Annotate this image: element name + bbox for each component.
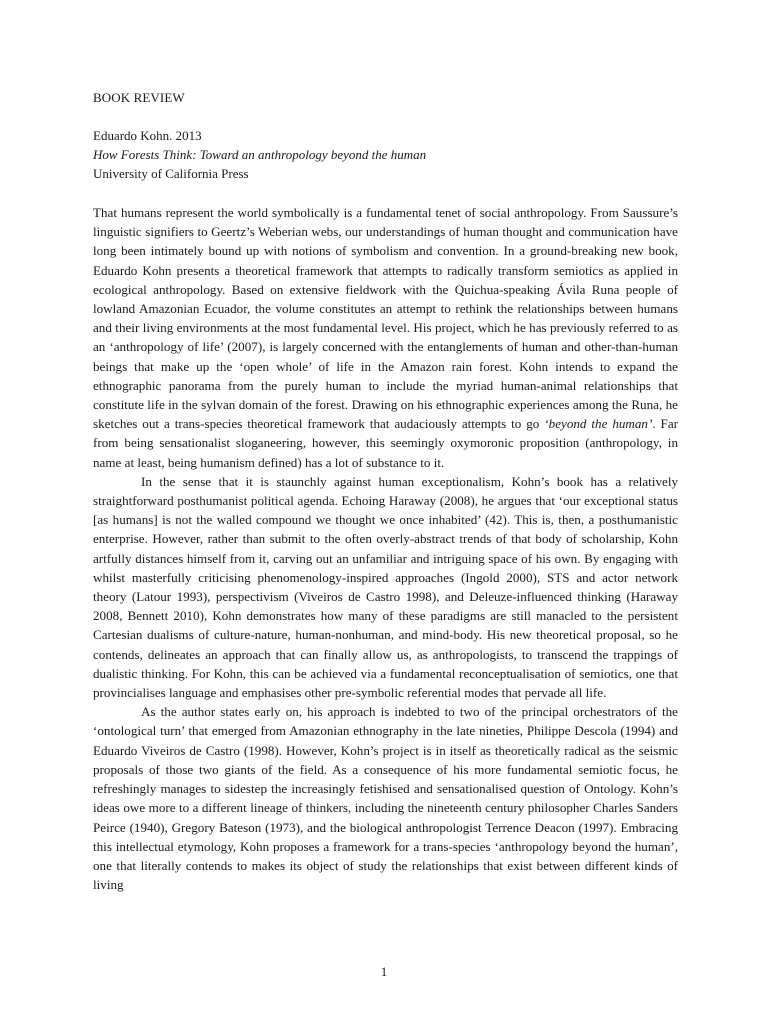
author-year: Eduardo Kohn. 2013: [93, 128, 202, 143]
paragraph-1-text: That humans represent the world symbolically is a fundamental tenet of social anthropology. From Saussure’s linguistic signifiers to Geertz’s Weberian webs, our understandings of human thought and communication have long been intimately bound up with notions of symbolism and convention. In a ground-breaking new book, Eduardo Kohn presents a theoretical framework that attempts to radically transform semiotics as applied in ecological anthropology. Based on extensive fieldwork with the Quichua-speaking Ávila Runa people of lowland Amazonian Ecuador, the volume constitutes an attempt to rethink the relationships between humans and their living environments at the most fundamental level. His project, which he has previously referred to as an ‘anthropology of life’ (2007), is largely concerned with the entanglements of human and other-than-human beings that make up the ‘open whole’ of life in the Amazon rain forest. Kohn intends to expand the ethnographic panorama from the purely human to include the myriad human-animal relationships that constitute life in the sylvan domain of the forest. Drawing on his ethnographic experiences among the Runa, he sketches out a trans-species theoretical framework that audaciously attempts to go: [93, 205, 678, 432]
page-number: 1: [380, 964, 388, 979]
emphasis-beyond-the-human: ‘beyond the human’: [544, 416, 653, 432]
paragraph-1-continuation: . Far from being sensationalist sloganeering, however, this seemingly oxymoronic proposition (anthropology, in name at least, being humanism defined) has a lot of substance to it.: [93, 416, 679, 470]
paragraph-3: As the author states early on, his approach is indebted to two of the principal orchestrators of the ‘ontological turn’ that emerged from Amazonian ethnography in the late nineties, Philippe Descola (1994) and Eduardo Viveiros de Castro (1998). However, Kohn’s project is in itself as theoretically radical as the seismic proposals of those two giants of the field. As a consequence of his more fundamental semiotic focus, he refreshingly manages to sidestep the increasingly fetishised and sensationalised question of Ontology. Kohn’s ideas owe more to a different lineage of thinkers, including the nineteenth century philosopher Charles Sanders Peirce (1940), Gregory Bateson (1973), and the biological anthropologist Terrence Deacon (1997). Embracing this intellectual etymology, Kohn proposes a framework for a trans-species ‘anthropology beyond the human’, one that literally contends to makes its object of study the relationships that exist between different kinds of living: [93, 704, 678, 893]
bibliographic-citation: [93, 126, 653, 184]
book-title: How Forests Think: Toward an anthropology beyond the human: [93, 147, 427, 163]
paragraph-1: [93, 203, 678, 472]
paragraph-2: In the sense that it is staunchly against human exceptionalism, Kohn’s book has a relatively straightforward posthumanist political agenda. Echoing Haraway (2008), he argues that ‘our exceptional status [as humans] is not the walled compound we thought we once inhabited’ (42). This is, then, a posthumanistic enterprise. However, rather than submit to the often overly-abstract trends of that body of scholarship, Kohn artfully distances himself from it, carving out an unfamiliar and intriguing space of his own. By engaging with whilst masterfully criticising phenomenology-inspired approaches (Ingold 2000), STS and actor network theory (Latour 1993), perspectivism (Viveiros de Castro 1998), and Deleuze-influenced thinking (Haraway 2008, Bennett 2010), Kohn demonstrates how many of these paradigms are still manacled to the persistent Cartesian dualisms of culture-nature, human-nonhuman, and mind-body. His new theoretical proposal, so he contends, delineates an approach that can finally allow us, as anthropologists, to transcend the trappings of dualistic thinking. For Kohn, this can be achieved via a fundamental reconceptualisation of semiotics, one that provincialises language and emphasises other pre-symbolic referential modes that pervade all life.: [93, 473, 678, 701]
review-body: [93, 203, 678, 894]
section-heading: BOOK REVIEW: [93, 90, 185, 105]
publisher: University of California Press: [93, 166, 249, 182]
